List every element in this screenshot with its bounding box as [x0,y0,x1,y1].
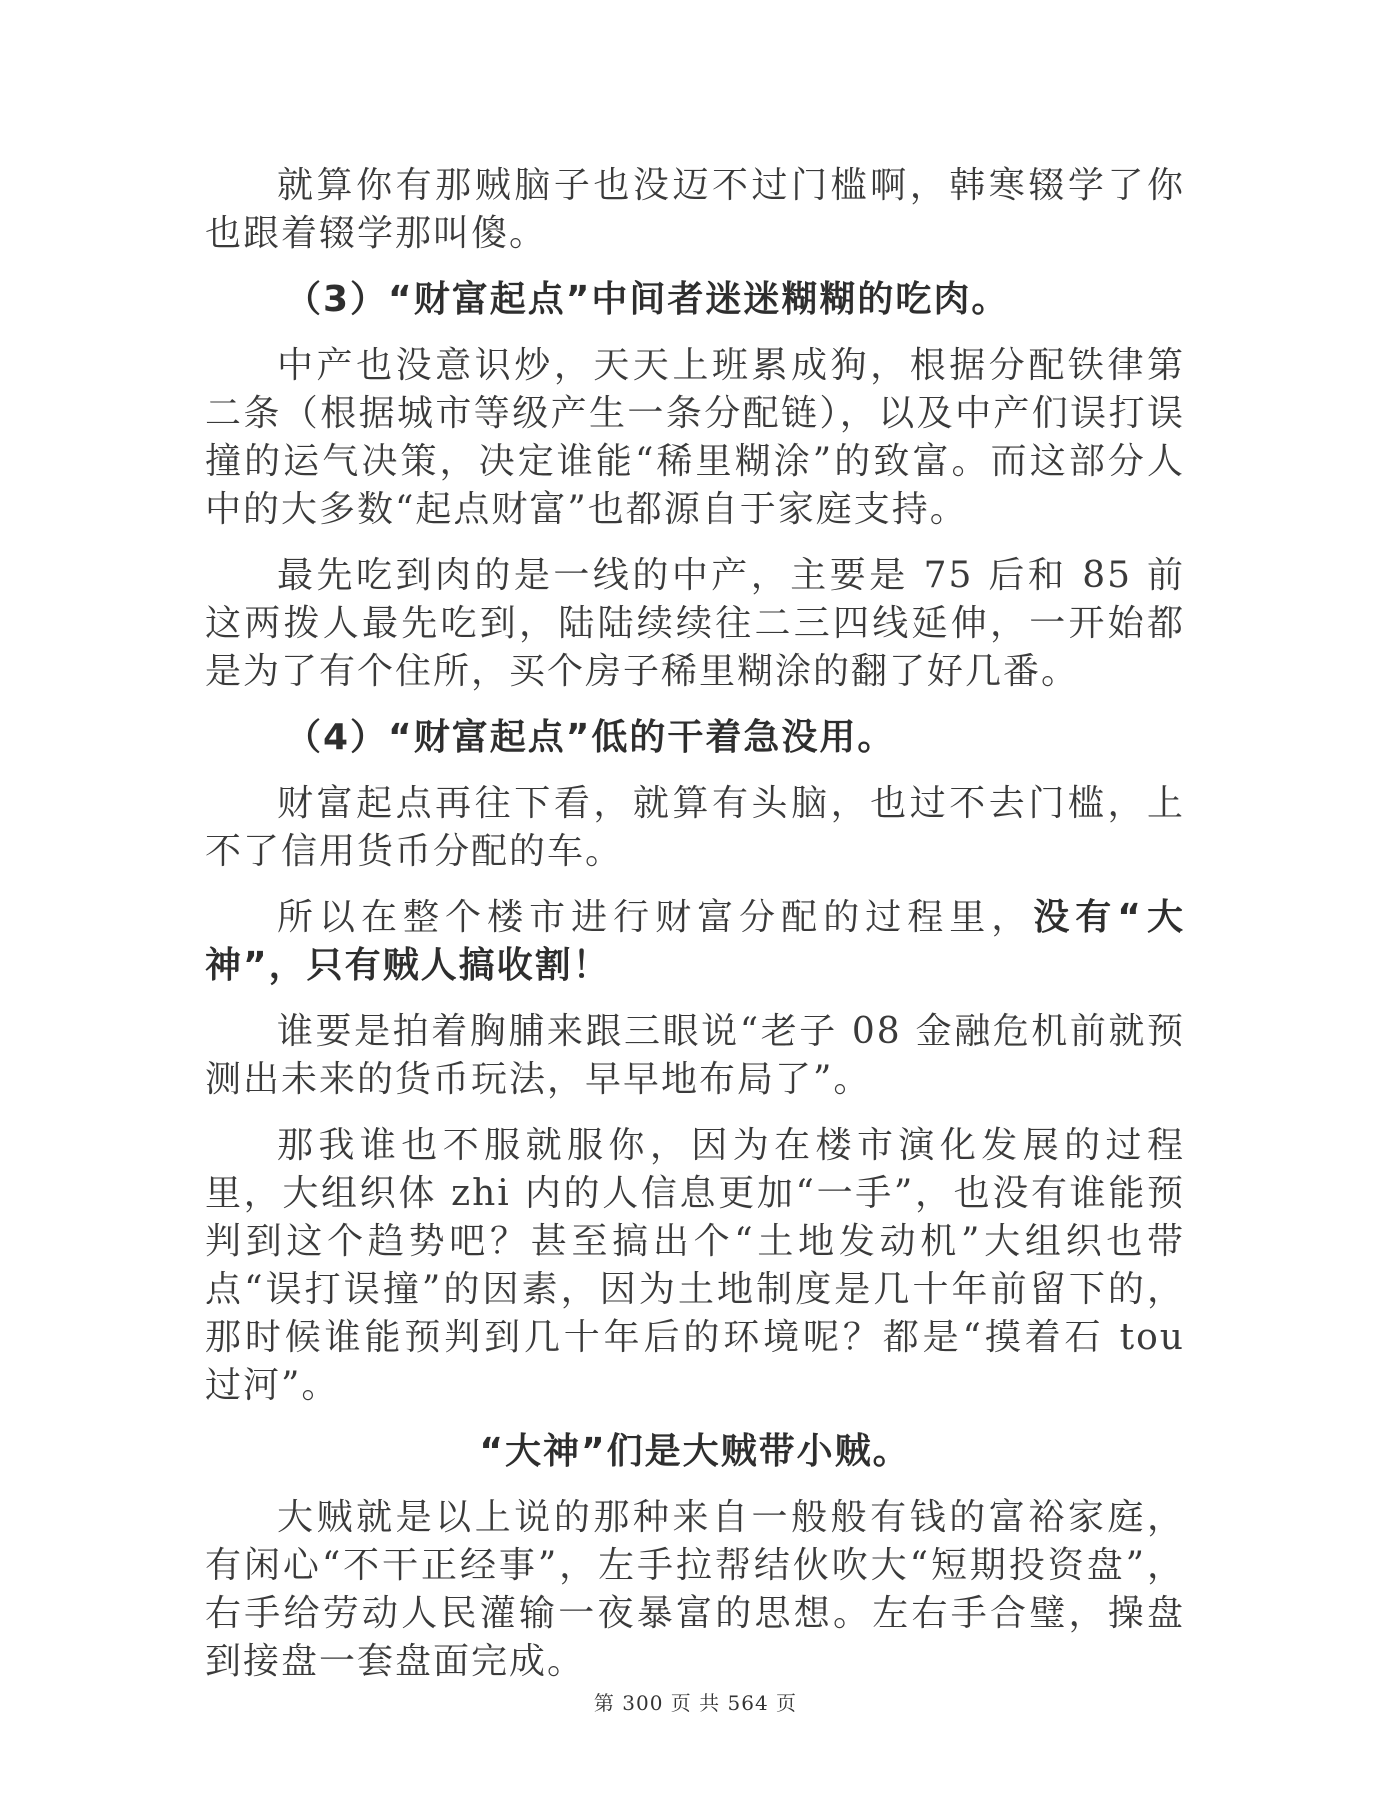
paragraph-5-emphasis: 没有“大神”，只有贼人搞收割！ [205,897,1185,986]
paragraph-4: 财富起点再往下看，就算有头脑，也过不去门槛，上不了信用货币分配的车。 [205,783,1185,872]
page-body [205,162,1185,1704]
paragraph-1: 就算你有那贼脑子也没迈不过门槛啊，韩寒辍学了你也跟着辍学那叫傻。 [205,165,1185,254]
section-heading-3: （3）“财富起点”中间者迷迷糊糊的吃肉。 [285,279,1010,320]
paragraph-8: 大贼就是以上说的那种来自一般般有钱的富裕家庭，有闲心“不干正经事”，左手拉帮结伙吹大“短期投资盘”，右手给劳动人民灌输一夜暴富的思想。左右手合璧，操盘到接盘一套盘面完成。 [205,1497,1185,1682]
paragraph-2: 中产也没意识炒，天天上班累成狗，根据分配铁律第二条（根据城市等级产生一条分配链），以及中产们误打误撞的运气决策，决定谁能“稀里糊涂”的致富。而这部分人中的大多数“起点财富”也都源自于家庭支持。 [205,345,1185,530]
paragraph-6: 谁要是拍着胸脯来跟三眼说“老子 08 金融危机前就预测出未来的货币玩法，早早地布局了”。 [205,1011,1185,1100]
paragraph-5 [205,894,1185,990]
paragraph-7: 那我谁也不服就服你，因为在楼市演化发展的过程里，大组织体 zhi 内的人信息更加“一手”，也没有谁能预判到这个趋势吧？甚至搞出个“土地发动机”大组织也带点“误打误撞”的因素，因为土地制度是几十年前留下的，那时候谁能预判到几十年后的环境呢？都是“摸着石 tou 过河”。 [205,1125,1185,1406]
page-number-footer: 第 300 页 共 564 页 [593,1691,798,1715]
section-heading-center: “大神”们是大贼带小贼。 [479,1431,911,1472]
paragraph-5-text: 所以在整个楼市进行财富分配的过程里， [277,897,1034,938]
section-heading-4: （4）“财富起点”低的干着急没用。 [285,717,896,758]
paragraph-3: 最先吃到肉的是一线的中产，主要是 75 后和 85 前这两拨人最先吃到，陆陆续续往二三四线延伸，一开始都是为了有个住所，买个房子稀里糊涂的翻了好几番。 [205,555,1185,692]
